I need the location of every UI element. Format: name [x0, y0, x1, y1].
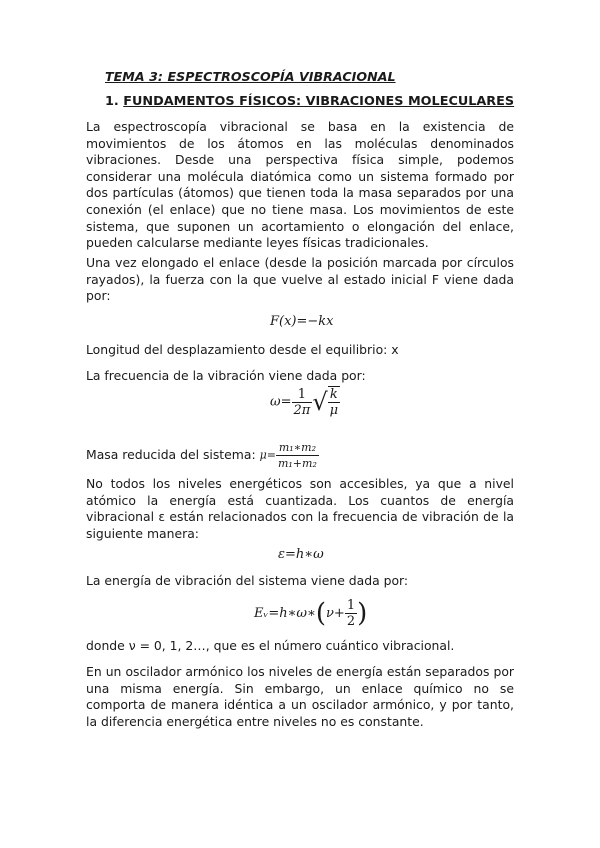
paragraph-force: Una vez elongado el enlace (desde la posición marcada por círculos rayados), la fuerza con la que vuelve al estado inicial F viene dada por: — [86, 255, 514, 304]
mu-fraction — [276, 440, 319, 471]
left-paren: ( — [315, 598, 327, 629]
sqrt-numerator: k — [328, 387, 340, 403]
mu-lhs: μ= — [259, 448, 276, 462]
section-title: FUNDAMENTOS FÍSICOS: VIBRACIONES MOLECULARES — [123, 94, 515, 109]
paragraph-frequency: La frecuencia de la vibración viene dada por: — [86, 368, 366, 383]
equation-epsilon: ε=h∗ω — [278, 547, 324, 562]
ev-fraction — [345, 598, 357, 629]
reduced-mass-label: Masa reducida del sistema: — [86, 447, 256, 462]
ev-lhs: Eᵥ=h∗ω∗ — [254, 606, 316, 621]
omega-fraction — [292, 387, 313, 418]
equation-mu — [260, 440, 319, 471]
right-paren: ) — [357, 598, 368, 629]
paragraph-displacement: Longitud del desplazamiento desde el equilibrio: x — [86, 342, 399, 357]
ev-v: ν+ — [326, 606, 345, 621]
sqrt-symbol: √ — [312, 388, 328, 416]
section-number: 1. — [105, 94, 119, 109]
equation-omega — [270, 386, 340, 418]
ev-denominator: 2 — [346, 614, 356, 629]
omega-numerator: 1 — [292, 387, 313, 403]
mu-denominator: m₁+m₂ — [277, 457, 317, 470]
paragraph-intro: La espectroscopía vibracional se basa en la existencia de movimientos de los átomos en las moléculas denominados vibraciones. Desde una perspectiva física simple, podemos considerar una molécula diatómica como un sistema formado por dos partículas (átomos) que tienen toda la masa separados por una conexión (el enlace) que no tiene masa. Los movimientos de este sistema, que suponen un acortamiento o elongación del enlace, pueden calcularse mediante leyes físicas tradicionales. — [86, 119, 514, 251]
section-heading — [105, 94, 514, 109]
omega-denominator: 2π — [293, 402, 311, 418]
paragraph-oscillator: En un oscilador armónico los niveles de energía están separados por una misma energía. Sin embargo, un enlace químico no se comporta de manera idéntica a un oscilador armónico, y por tanto, la diferencia energética entre niveles no es constante. — [86, 664, 514, 729]
mu-numerator: m₁∗m₂ — [276, 440, 319, 456]
reduced-mass-line — [86, 440, 319, 471]
sqrt-denominator: μ — [329, 403, 339, 418]
equation-force: F(x)=−kx — [270, 314, 334, 329]
sqrt-fraction — [328, 386, 340, 418]
paragraph-energy: La energía de vibración del sistema viene dada por: — [86, 573, 409, 588]
omega-lhs: ω= — [270, 394, 292, 410]
ev-numerator: 1 — [346, 598, 356, 613]
equation-vibrational-energy — [254, 598, 367, 629]
document-title: TEMA 3: ESPECTROSCOPÍA VIBRACIONAL — [105, 69, 396, 84]
paragraph-quantized: No todos los niveles energéticos son accesibles, ya que a nivel atómico la energía está cuantizada. Los cuantos de energía vibracional ε están relacionados con la frecuencia de vibración de la siguiente manera: — [86, 476, 514, 541]
paragraph-quantum-number: donde ν = 0, 1, 2…, que es el número cuántico vibracional. — [86, 638, 455, 653]
